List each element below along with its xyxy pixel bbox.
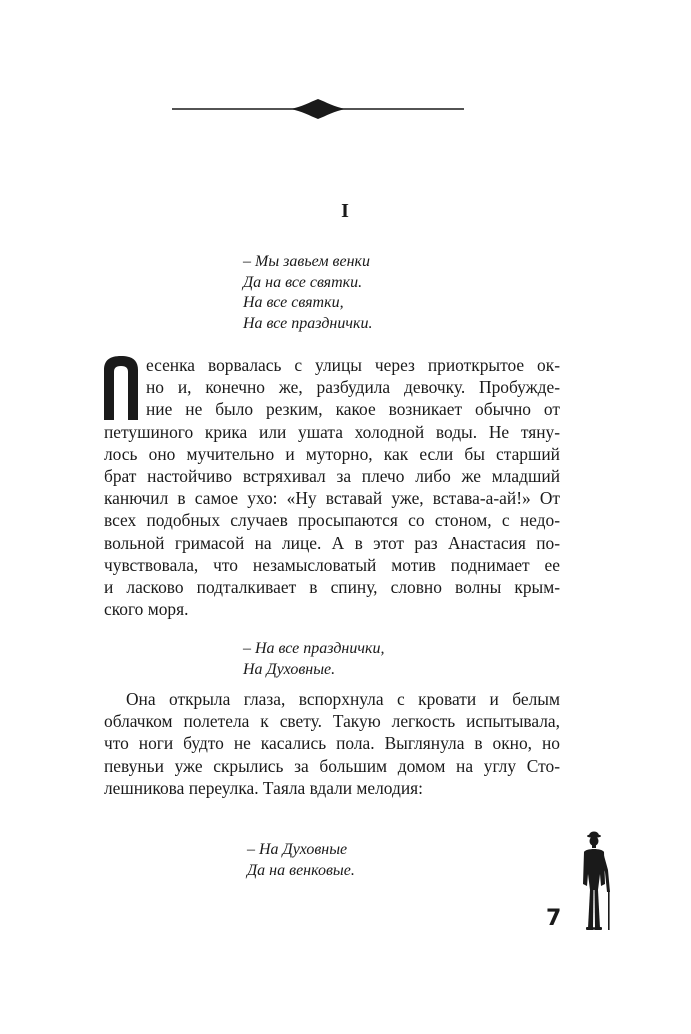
- text-line: лешникова переулка. Таяла вдали мелодия:: [104, 777, 423, 798]
- text-line: Она открыла глаза, вспорхнула с кровати и белым: [126, 689, 560, 709]
- text-line: но и, конечно же, разбудила девочку. Пробужде-: [146, 377, 560, 398]
- text-line: и ласково подталкивает в спину, словно волны крым-: [104, 576, 560, 597]
- verse-closing: [247, 840, 355, 881]
- text-line: чувствовала, что незамысловатый мотив поднимает ее: [104, 554, 560, 575]
- text-line: певуньи уже скрылись за большим домом на углу Сто-: [104, 755, 560, 776]
- verse-line: – На Духовные: [247, 841, 348, 858]
- text-line: петушиного крика или ушата холодной воды. Не тяну-: [104, 421, 560, 442]
- text-line: что ноги будто не касались пола. Выглянула в окно, но: [104, 733, 560, 754]
- gentleman-silhouette-icon: [574, 828, 614, 932]
- verse-line: – На все празднички,: [243, 640, 385, 657]
- paragraph-2: [104, 688, 560, 799]
- text-line: брат настойчиво встряхивал за плечо либо же младший: [104, 465, 560, 486]
- text-line: облачком полетела к свету. Такую легкость испытывала,: [104, 711, 560, 732]
- verse-line: На все святки,: [243, 294, 344, 312]
- verse-line: На все празднички.: [243, 314, 373, 332]
- verse-line: Да на венковые.: [247, 861, 355, 879]
- text-line: ние не было резким, какое возникает обычно от: [146, 399, 560, 420]
- verse-line: – Мы завьем венки: [243, 253, 371, 270]
- text-line: есенка ворвалась с улицы через приоткрытое ок-: [146, 355, 560, 375]
- verse-epigraph: [243, 252, 372, 334]
- chapter-number: I: [341, 200, 350, 222]
- paragraph-1: [104, 354, 560, 620]
- text-line: вольной гримасой на лице. А в этот раз Анастасия по-: [104, 532, 560, 553]
- text-line: канючил в самое ухо: «Ну вставай уже, встава-а-ай!» От: [104, 488, 560, 509]
- ornament-divider: [172, 96, 464, 122]
- verse-line: На Духовные.: [243, 660, 336, 678]
- text-line: лось оно мучительно и муторно, как если бы старший: [104, 443, 560, 464]
- verse-interlude: [243, 639, 384, 680]
- text-line: всех подобных случаев просыпаются со стоном, с недо-: [104, 510, 560, 531]
- verse-line: Да на все святки.: [243, 273, 363, 291]
- text-line: ского моря.: [104, 599, 189, 620]
- page-number: 7: [546, 906, 562, 931]
